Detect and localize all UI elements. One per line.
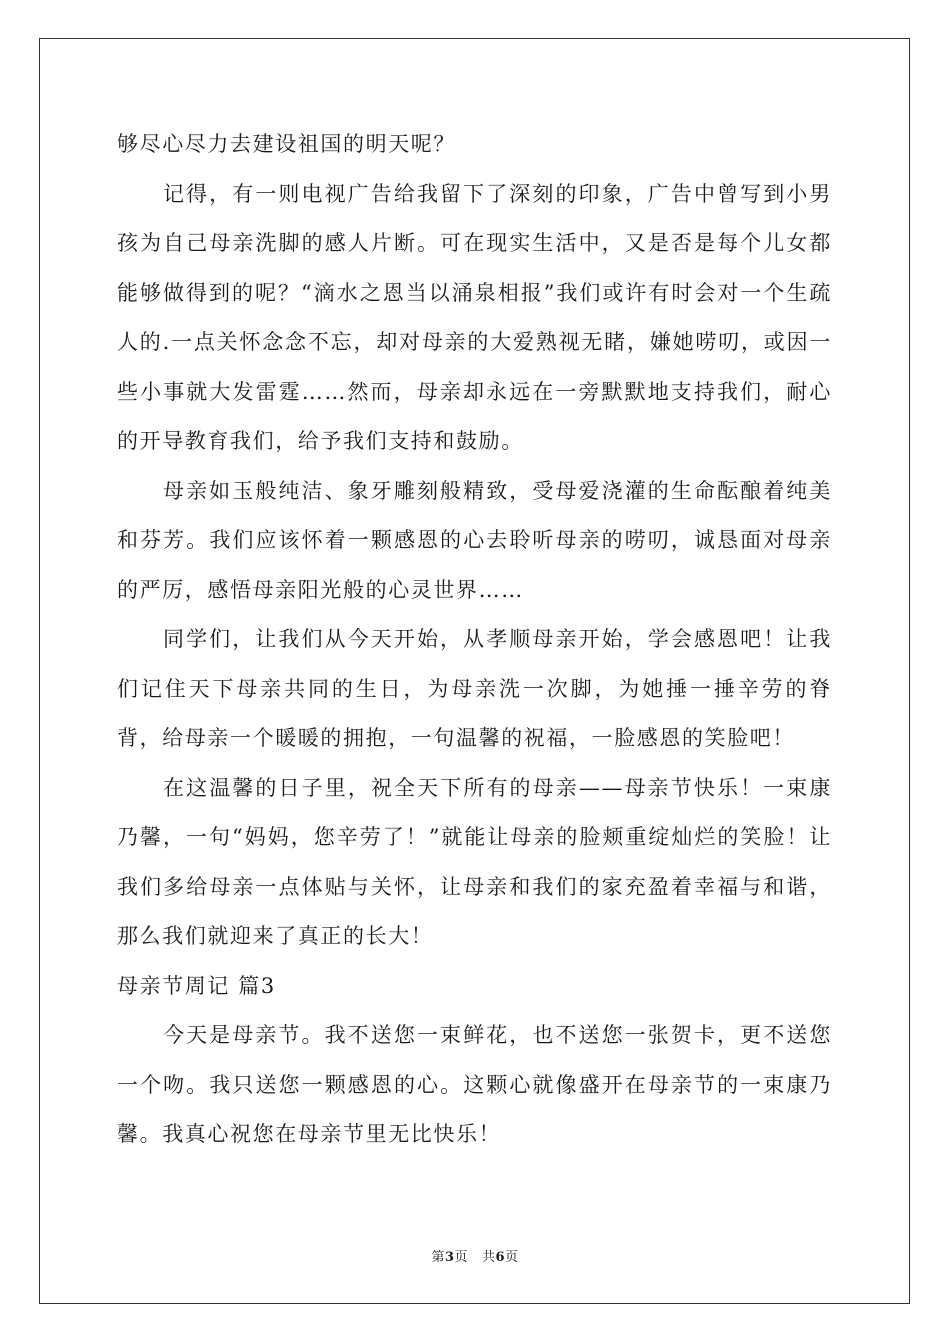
- paragraph: 在这温馨的日子里，祝全天下所有的母亲——母亲节快乐！一束康乃馨，一句“妈妈，您辛劳了！”就能让母亲的脸颊重绽灿烂的笑脸！让我们多给母亲一点体贴与关怀，让母亲和我们的家充盈着幸福与和谐，那么我们就迎来了真正的长大！: [117, 775, 832, 948]
- footer-prefix: 第: [431, 1250, 445, 1265]
- document-body: [117, 120, 832, 1160]
- footer-total-suffix: 页: [505, 1250, 519, 1265]
- paragraph: 够尽心尽力去建设祖国的明天呢？: [117, 132, 456, 156]
- page-footer: [0, 1246, 950, 1265]
- footer-page-suffix: 页: [454, 1250, 469, 1265]
- paragraph: 同学们，让我们从今天开始，从孝顺母亲开始，学会感恩吧！让我们记住天下母亲共同的生日，为母亲洗一次脚，为她捶一捶辛劳的脊背，给母亲一个暖暖的拥抱，一句温馨的祝福，一脸感恩的笑脸吧！: [117, 627, 832, 750]
- footer-total-prefix: 共: [481, 1250, 496, 1265]
- paragraph: 记得，有一则电视广告给我留下了深刻的印象，广告中曾写到小男孩为自己母亲洗脚的感人片断。可在现实生活中，又是否是每个儿女都能够做得到的呢？“滴水之恩当以涌泉相报”我们或许有时会对一个生疏人的.一点关怀念念不忘，却对母亲的大爱熟视无睹，嫌她唠叨，或因一些小事就大发雷霆……然而，母亲却永远在一旁默默地支持我们，耐心的开导教育我们，给予我们支持和鼓励。: [117, 181, 832, 453]
- current-page-number: 3: [444, 1250, 455, 1265]
- total-page-number: 6: [495, 1250, 506, 1265]
- section-heading: 母亲节周记 篇3: [117, 973, 276, 998]
- paragraph: 今天是母亲节。我不送您一束鲜花，也不送您一张贺卡，更不送您一个吻。我只送您一颗感恩的心。这颗心就像盛开在母亲节的一束康乃馨。我真心祝您在母亲节里无比快乐！: [117, 1023, 832, 1146]
- paragraph: 母亲如玉般纯洁、象牙雕刻般精致，受母爱浇灌的生命酝酿着纯美和芬芳。我们应该怀着一颗感恩的心去聆听母亲的唠叨，诚恳面对母亲的严厉，感悟母亲阳光般的心灵世界……: [117, 478, 832, 602]
